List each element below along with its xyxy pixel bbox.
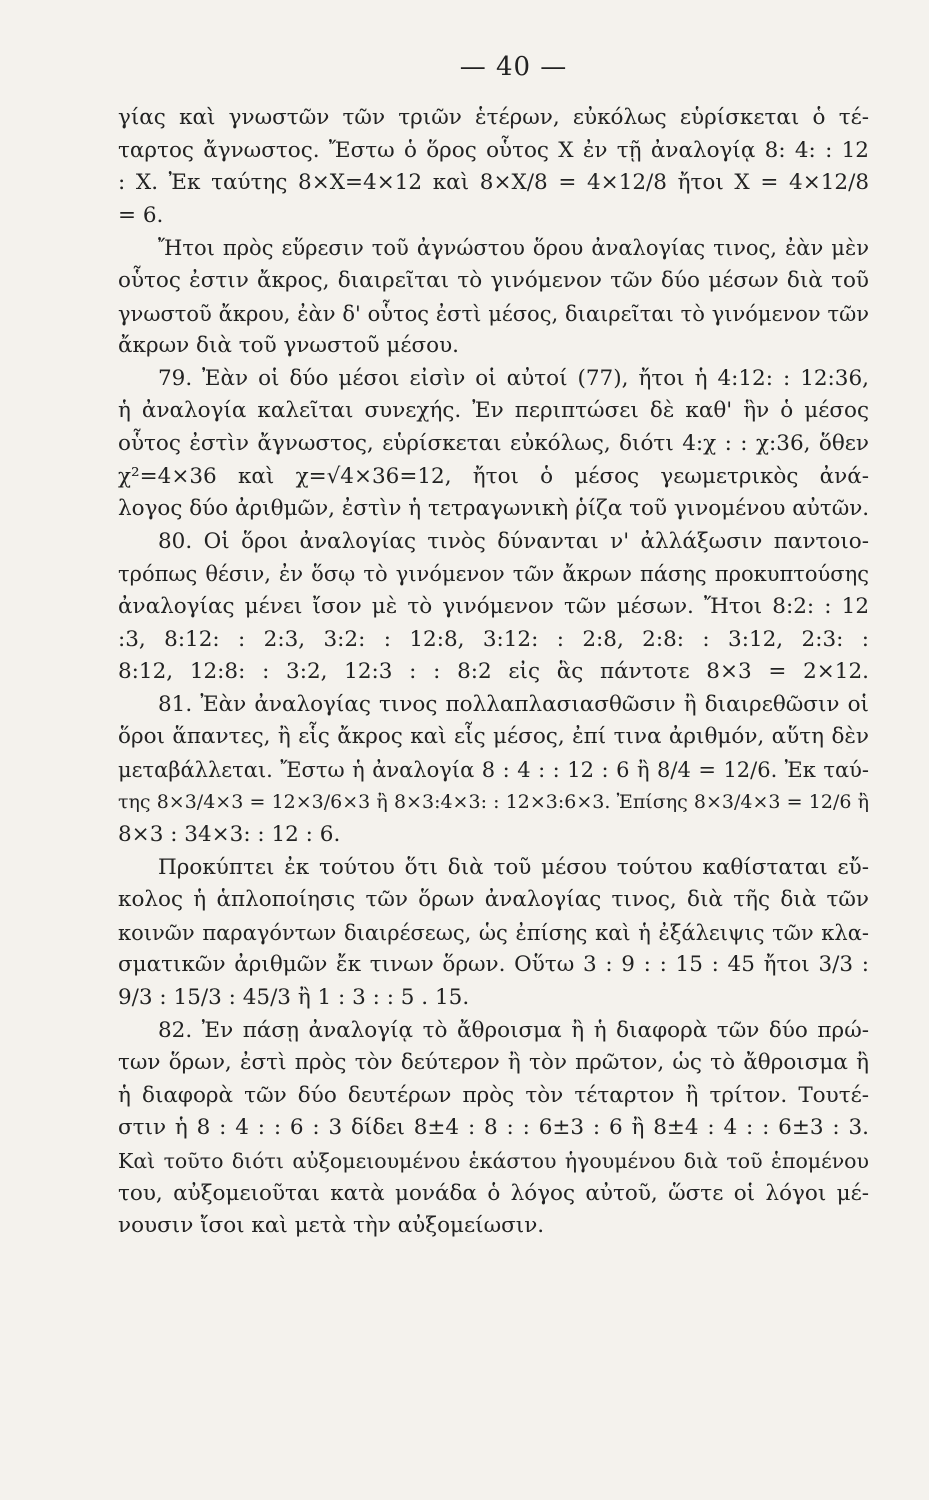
text-line: τρόπως θέσιν, ἐν ὅσῳ τὸ γινόμενον τῶν ἄκρων πάσης προκυπτούσης	[118, 562, 869, 587]
text-line: :3, 8:12: : 2:3, 3:2: : 12:8, 3:12: : 2:8, 2:8: : 3:12, 2:3: :	[118, 626, 869, 652]
text-line: Καὶ τοῦτο διότι αὐξομειουμένου ἑκάστου ἡγουμένου διὰ τοῦ ἑπομένου	[118, 1149, 869, 1173]
text-line: σματικῶν ἀριθμῶν ἔκ τινων ὅρων. Οὕτω 3 : 9 : : 15 : 45 ἤτοι 3/3 :	[118, 952, 869, 978]
text-line: Προκύπτει ἐκ τούτου ὅτι διὰ τοῦ μέσου τούτου καθίσταται εὔ-	[158, 854, 869, 880]
section-80	[118, 526, 869, 689]
text-line: οὗτος ἐστιν ἄκρος, διαιρεῖται τὸ γινόμενον τῶν δύο μέσων διὰ τοῦ	[118, 267, 869, 293]
paragraph	[118, 232, 869, 362]
text-line: οὗτος ἐστὶν ἄγνωστος, εὑρίσκεται εὐκόλως, διότι 4:χ : : χ:36, ὅθεν	[118, 430, 869, 456]
text-line: ταρτος ἄγνωστος. Ἔστω ὁ ὅρος οὗτος X ἐν τῇ ἀναλογίᾳ 8: 4: : 12	[118, 137, 869, 163]
text-line: ἀναλογίας μένει ἴσον μὲ τὸ γινόμενον τῶν μέσων. Ἤτοι 8:2: : 12	[118, 593, 869, 619]
text-line: κοινῶν παραγόντων διαιρέσεως, ὡς ἐπίσης καὶ ἡ ἐξάλειψις τῶν κλα-	[118, 920, 869, 945]
text-line: στιν ἡ 8 : 4 : : 6 : 3 δίδει 8±4 : 8 : : 6±3 : 6 ἢ 8±4 : 4 : : 6±3 : 3.	[118, 1115, 869, 1141]
paragraph	[118, 102, 869, 232]
text-line: 81. Ἐὰν ἀναλογίας τινος πολλαπλασιασθῶσιν ἢ διαιρεθῶσιν οἱ	[158, 691, 869, 717]
text-line: : X. Ἐκ ταύτης 8×X=4×12 καὶ 8×X/8 = 4×12/8 ἤτοι X = 4×12/8	[118, 170, 869, 196]
text-line: γίας καὶ γνωστῶν τῶν τριῶν ἑτέρων, εὐκόλως εὑρίσκεται ὁ τέ-	[118, 105, 869, 130]
text-line: του, αὐξομειοῦται κατὰ μονάδα ὁ λόγος αὐτοῦ, ὥστε οἱ λόγοι μέ-	[118, 1180, 869, 1206]
page-number: — 40 —	[459, 52, 568, 82]
text-line: = 6.	[118, 202, 164, 228]
text-line: 80. Οἱ ὅροι ἀναλογίας τινὸς δύνανται ν' ἀλλάξωσιν παντοιο-	[158, 528, 869, 554]
text-line: 82. Ἐν πάσῃ ἀναλογίᾳ τὸ ἄθροισμα ἢ ἡ διαφορὰ τῶν δύο πρώ-	[158, 1017, 869, 1043]
text-line: των ὅρων, ἐστὶ πρὸς τὸν δεύτερον ἢ τὸν πρῶτον, ὡς τὸ ἄθροισμα ἢ	[118, 1050, 869, 1076]
text-line: λογος δύο ἀριθμῶν, ἐστὶν ἡ τετραγωνικὴ ῥίζα τοῦ γινομένου αὐτῶν.	[118, 496, 869, 522]
text-line: 79. Ἐὰν οἱ δύο μέσοι εἰσὶν οἱ αὐτοί (77), ἤτοι ἡ 4:12: : 12:36,	[158, 365, 869, 391]
text-line: 8:12, 12:8: : 3:2, 12:3 : : 8:2 εἰς ἃς πάντοτε 8×3 = 2×12.	[118, 659, 869, 685]
text-line: 9/3 : 15/3 : 45/3 ἢ 1 : 3 : : 5 . 15.	[118, 985, 470, 1011]
body-text	[118, 102, 869, 1243]
text-line: της 8×3/4×3 = 12×3/6×3 ἢ 8×3:4×3: : 12×3:6×3. Ἐπίσης 8×3/4×3 = 12/6 ἢ	[118, 791, 869, 814]
text-line: 8×3 : 34×3: : 12 : 6.	[118, 822, 341, 848]
text-line: ἡ ἀναλογία καλεῖται συνεχής. Ἐν περιπτώσει δὲ καθ' ἣν ὁ μέσος	[118, 398, 869, 424]
text-line: ἄκρων διὰ τοῦ γνωστοῦ μέσου.	[118, 333, 460, 359]
text-line: ὅροι ἅπαντες, ἢ εἷς ἄκρος καὶ εἷς μέσος, ἐπί τινα ἀριθμόν, αὕτη δὲν	[118, 724, 869, 750]
text-line: χ²=4×36 καὶ χ=√4×36=12, ἤτοι ὁ μέσος γεωμετρικὸς ἀνά-	[118, 463, 869, 489]
text-line: μεταβάλλεται. Ἔστω ἡ ἀναλογία 8 : 4 : : 12 : 6 ἢ 8/4 = 12/6. Ἐκ ταύ-	[118, 757, 869, 782]
section-81	[118, 689, 869, 852]
text-line: Ἤτοι πρὸς εὕρεσιν τοῦ ἀγνώστου ὅρου ἀναλογίας τινος, ἐὰν μὲν	[158, 236, 869, 261]
section-82	[118, 1015, 869, 1243]
text-line: γνωστοῦ ἄκρου, ἐὰν δ' οὗτος ἐστὶ μέσος, διαιρεῖται τὸ γινόμενον τῶν	[118, 301, 869, 326]
section-79	[118, 363, 869, 526]
text-line: κολος ἡ ἁπλοποίησις τῶν ὅρων ἀναλογίας τινος, διὰ τῆς διὰ τῶν	[118, 887, 869, 913]
text-line: ἡ διαφορὰ τῶν δύο δευτέρων πρὸς τὸν τέταρτον ἢ τρίτον. Τουτέ-	[118, 1082, 869, 1108]
text-line: νουσιν ἴσοι καὶ μετὰ τὴν αὐξομείωσιν.	[118, 1213, 545, 1239]
paragraph	[118, 852, 869, 1015]
